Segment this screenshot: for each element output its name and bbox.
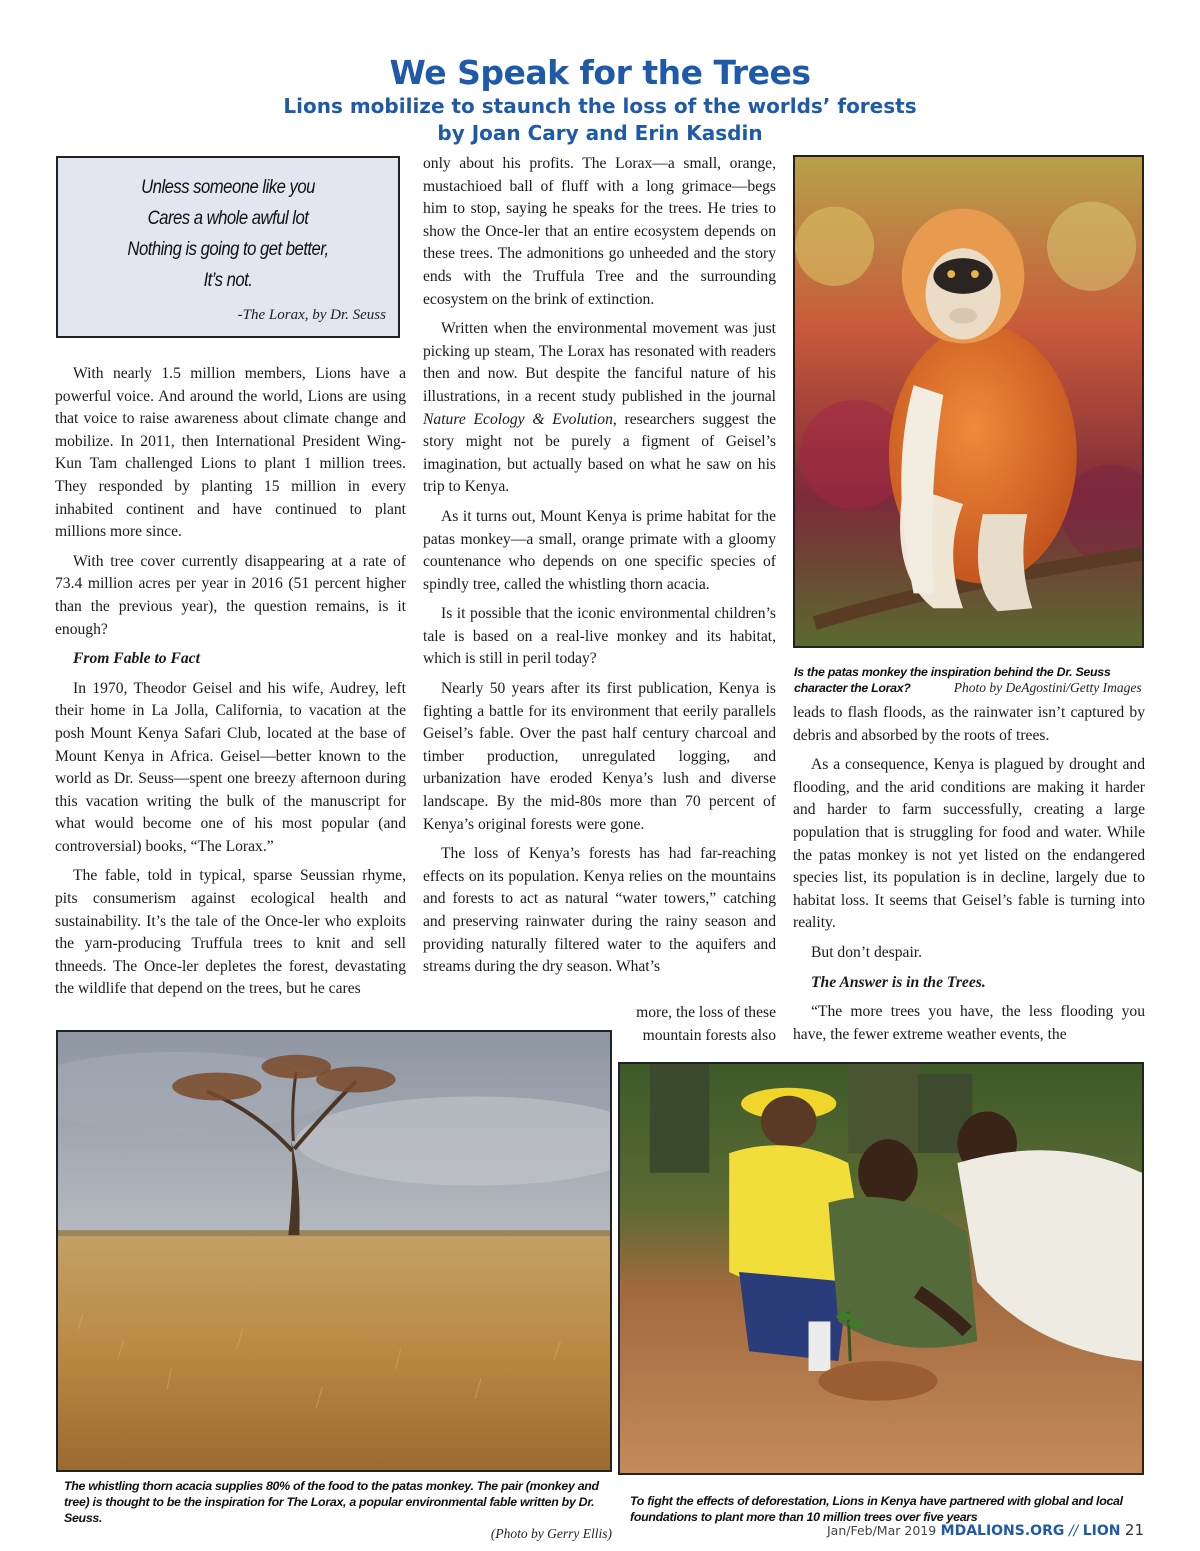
column-2-tail-line-2: mountain forests also bbox=[642, 1026, 776, 1044]
footer-separator: // bbox=[1068, 1523, 1079, 1539]
tree-planting-photo bbox=[618, 1062, 1144, 1475]
tree-planting-image bbox=[620, 1064, 1142, 1473]
paragraph: The loss of Kenya’s forests has had far-reaching effects on its population. Kenya relies on the mountains and forests to act as natural “water towers,” catching and preserving rainwater during the rainy season and providing naturally filtered water to the aquifers and streams during the dry season. What’s bbox=[423, 845, 776, 976]
pull-quote-box bbox=[56, 156, 400, 338]
quote-line-3: Nothing is going to get better, bbox=[127, 239, 329, 260]
paragraph: The fable, told in typical, sparse Seussian rhyme, pits consumerism against ecological health and sustainability. It’s the tale of the Once-ler who exploits the yarn-producing Truffula trees to knit and sell thneeds. The Once-ler depletes the forest, devastating the wildlife that depend on the trees, but he cares bbox=[55, 867, 406, 998]
acacia-tree-image bbox=[58, 1032, 610, 1470]
monkey-photo-credit: Photo by DeAgostini/Getty Images bbox=[953, 680, 1142, 695]
column-2-tail bbox=[610, 1002, 776, 1047]
paragraph: leads to flash floods, as the rainwater isn’t captured by debris and absorbed by the roots of trees. bbox=[793, 704, 1145, 744]
magazine-name: LION bbox=[1082, 1523, 1121, 1539]
paragraph: In 1970, Theodor Geisel and his wife, Audrey, left their home in La Jolla, California, to vacation at the posh Mount Kenya Safari Club, located at the base of Mount Kenya in Africa. Geisel—better known to the world as Dr. Seuss—spent one breezy afternoon during this vacation writing the bulk of the manuscript for what would become one of his most popular (and controversial) books, “The Lorax.” bbox=[55, 679, 406, 855]
article-byline: by Joan Cary and Erin Kasdin bbox=[437, 121, 763, 145]
paragraph-text: Written when the environmental movement was just picking up steam, The Lorax has resonated with readers then and now. But despite the fanciful nature of his illustrations, in a recent study published in the journal bbox=[423, 320, 776, 405]
paragraph: only about his profits. The Lorax—a small, orange, mustachioed ball of fluff with a long grimace—begs him to stop, saying he speaks for the trees. He tries to show the Once-ler that an entire ecosystem depends on these trees. The admonitions go unheeded and the story ends with the Truffula Tree and the surrounding ecosystem on the brink of extinction. bbox=[423, 155, 776, 308]
monkey-photo-caption bbox=[794, 664, 1150, 696]
pull-quote-lines bbox=[58, 172, 398, 296]
tree-photo-caption bbox=[64, 1478, 624, 1542]
journal-name: Nature Ecology & Evolution bbox=[423, 410, 613, 428]
page-number: 21 bbox=[1124, 1521, 1144, 1539]
article-subtitle: Lions mobilize to staunch the loss of the worlds’ forests bbox=[283, 94, 917, 118]
issue-date: Jan/Feb/Mar 2019 bbox=[826, 1523, 937, 1538]
paragraph: Nearly 50 years after its first publication, Kenya is fighting a battle for its environment that eerily parallels Geisel’s fable. Over the past half century charcoal and timber production, unregulated logging, and urbanization have eroded Kenya’s lush and diverse landscape. By the mid-80s more than 70 percent of Kenya’s original forests were gone. bbox=[423, 680, 776, 833]
patas-monkey-photo bbox=[793, 155, 1144, 648]
page-footer bbox=[827, 1521, 1144, 1539]
paragraph: But don’t despair. bbox=[811, 943, 923, 961]
article-column-2 bbox=[423, 153, 776, 986]
paragraph: With nearly 1.5 million members, Lions have a powerful voice. And around the world, Lions are using that voice to raise awareness about climate change and mobilize. In 2011, then International President Wing-Kun Tam challenged Lions to plant 1 million trees. They responded by planting 15 million in every inhabited continent and have continued to plant millions more since. bbox=[55, 365, 406, 541]
column-2-tail-line-1: more, the loss of these bbox=[636, 1004, 776, 1021]
quote-line-2: Cares a whole awful lot bbox=[147, 208, 309, 229]
paragraph: “The more trees you have, the less flooding you have, the fewer extreme weather events, the bbox=[793, 1003, 1145, 1043]
paragraph bbox=[423, 318, 776, 499]
patas-monkey-image bbox=[795, 157, 1142, 646]
quote-line-4: It’s not. bbox=[203, 270, 253, 291]
tree-photo-credit: (Photo by Gerry Ellis) bbox=[490, 1526, 612, 1541]
article-column-3 bbox=[793, 702, 1145, 1053]
planting-photo-caption: To fight the effects of deforestation, Lions in Kenya have partnered with global and local foundations to plant more than 10 million trees over five years bbox=[630, 1494, 1123, 1524]
paragraph: As a consequence, Kenya is plagued by drought and flooding, and the arid conditions are making it harder and harder to farm successfully, creating a large population that is struggling for food and water. While the patas monkey is not yet listed on the endangered species list, its population is in decline, largely due to habitat loss. It seems that Geisel’s fable is turning into reality. bbox=[793, 756, 1145, 932]
quote-attribution: -The Lorax, by Dr. Seuss bbox=[237, 307, 386, 323]
website-link[interactable]: MDALIONS.ORG bbox=[940, 1523, 1065, 1539]
article-column-1 bbox=[55, 363, 406, 1008]
section-heading: The Answer is in the Trees. bbox=[811, 973, 986, 991]
quote-line-1: Unless someone like you bbox=[141, 177, 315, 198]
section-heading: From Fable to Fact bbox=[73, 650, 200, 668]
acacia-tree-photo bbox=[56, 1030, 612, 1472]
article-title: We Speak for the Trees bbox=[389, 53, 811, 92]
monkey-caption-text: Is the patas monkey the inspiration behind the Dr. Seuss character the Lorax? bbox=[794, 665, 1111, 695]
paragraph-text: , researchers suggest the story might not be purely a figment of Geisel’s imagination, but actually based on what he saw on his trip to Kenya. bbox=[423, 410, 776, 496]
paragraph: Is it possible that the iconic environmental children’s tale is based on a real-live monkey and its habitat, which is still in peril today? bbox=[423, 605, 776, 668]
tree-caption-text: The whistling thorn acacia supplies 80% of the food to the patas monkey. The pair (monkey and tree) is thought to be the inspiration for The Lorax, a popular environmental fable written by Dr. Seuss. bbox=[64, 1479, 599, 1525]
paragraph: With tree cover currently disappearing at a rate of 73.4 million acres per year in 2016 (51 percent higher than the previous year), the question remains, is it enough? bbox=[55, 552, 406, 638]
paragraph: As it turns out, Mount Kenya is prime habitat for the patas monkey—a small, orange primate with a gloomy countenance who depends on one specific species of spindly tree, called the whistling thorn acacia. bbox=[423, 507, 776, 593]
